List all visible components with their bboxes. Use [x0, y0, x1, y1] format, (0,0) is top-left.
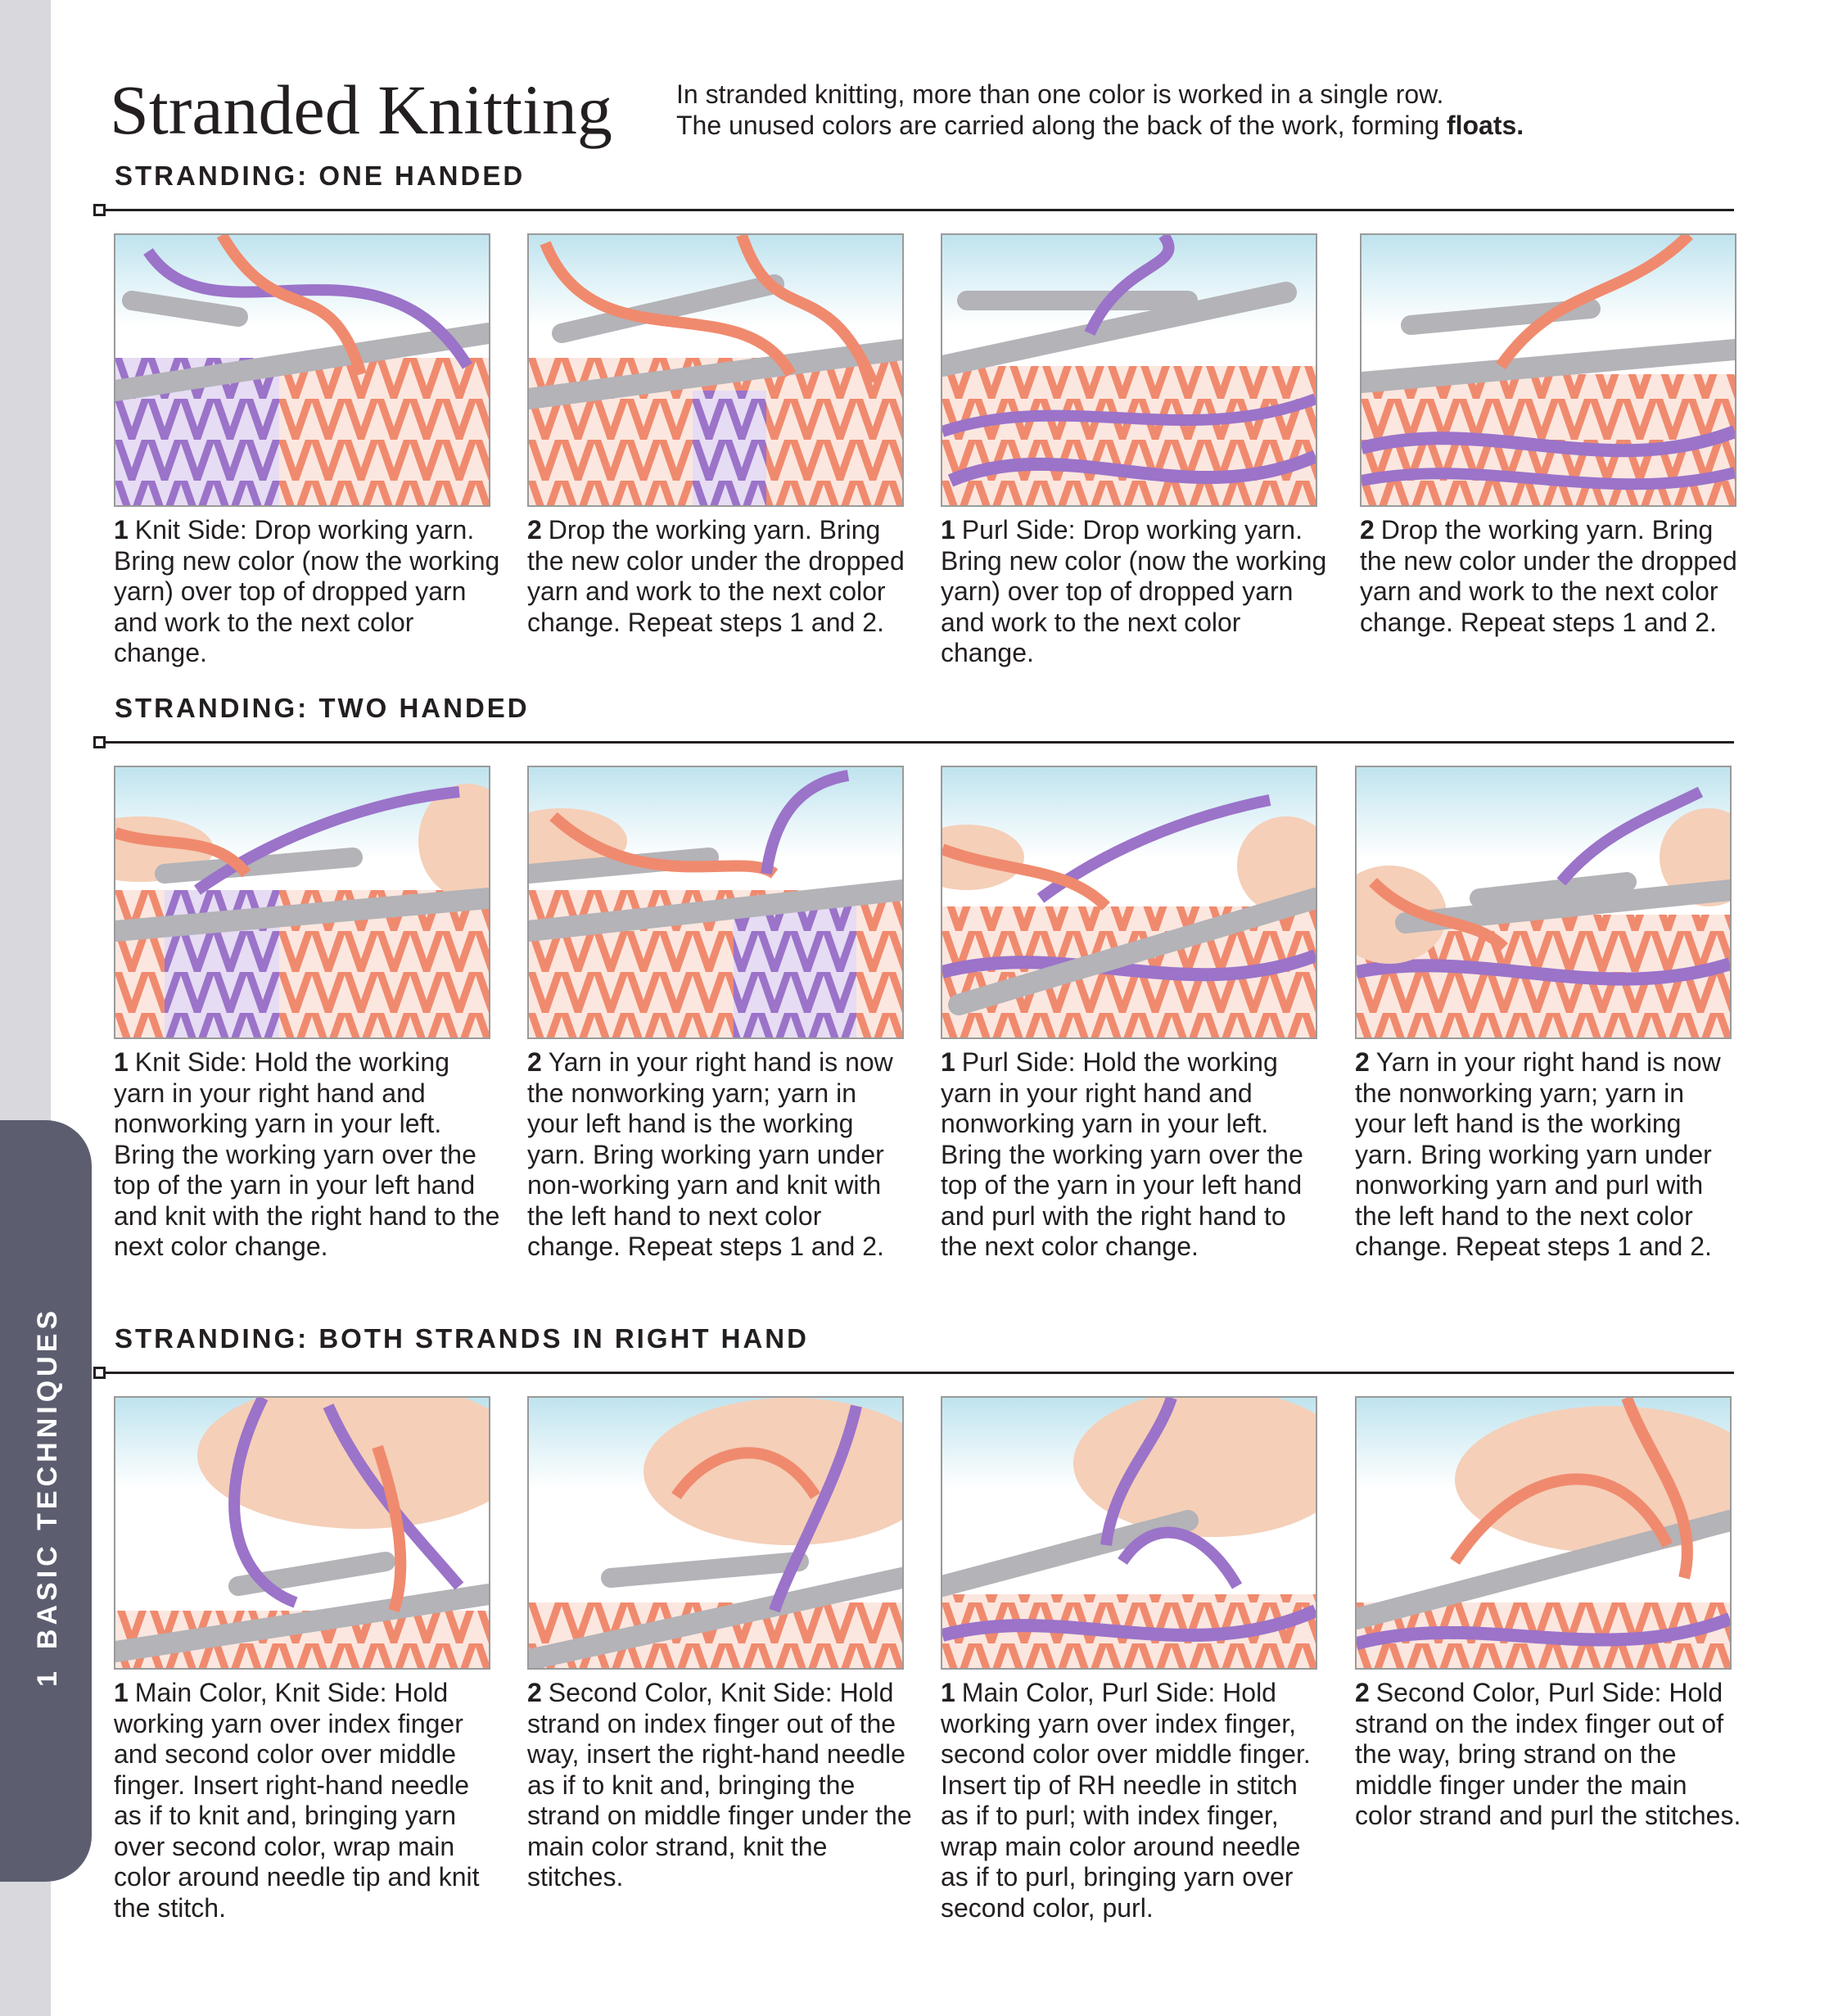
stranding-knit-side-sketch: [115, 235, 489, 505]
knitting-illustration: [527, 766, 904, 1039]
knitting-illustration: [114, 766, 490, 1039]
step-panel: [527, 233, 904, 638]
knitting-illustration: [941, 766, 1317, 1039]
step-text: Main Color, Knit Side: Hold working yarn over index finger and second color over middle finger. Insert right-hand needle as if to knit and, bringing yarn over second color, wrap main color around needle tip and knit the stitch.: [114, 1678, 480, 1923]
step-caption: [941, 515, 1327, 669]
step-caption: [1355, 1678, 1741, 1832]
knitting-illustration: [941, 233, 1317, 507]
intro-text: [676, 79, 1741, 141]
step-panel: [941, 233, 1327, 669]
step-text: Main Color, Purl Side: Hold working yarn over index finger, second color over middle finger. Insert tip of RH needle in stitch as if to purl; with index finger, wrap main color around needle as if to purl, bringing yarn over second color, purl.: [941, 1678, 1311, 1923]
step-caption: [114, 1047, 500, 1263]
both-strands-knit-side-sketch: [529, 1398, 902, 1668]
two-handed-purl-side-sketch: [1357, 767, 1730, 1037]
both-strands-knit-side-sketch: [115, 1398, 489, 1668]
step-number: 2: [527, 1047, 542, 1077]
intro-line-2-text: The unused colors are carried along the back of the work, forming: [676, 111, 1447, 140]
step-number: 1: [114, 515, 129, 545]
chapter-number: 1: [32, 1667, 63, 1687]
stranding-knit-side-sketch: [529, 235, 902, 505]
chapter-name: BASIC TECHNIQUES: [32, 1306, 63, 1650]
step-text: Yarn in your right hand is now the nonworking yarn; yarn in your left hand is the working yarn. Bring working yarn under nonworking yarn and purl with the left hand to the next color change. Repeat steps 1 and 2.: [1355, 1047, 1721, 1261]
knitting-illustration: [1360, 233, 1736, 507]
step-number: 1: [941, 515, 955, 545]
step-number: 1: [114, 1047, 129, 1077]
step-panel: [527, 1396, 912, 1893]
intro-line-1: In stranded knitting, more than one color is worked in a single row.: [676, 79, 1444, 109]
step-panel: [114, 1396, 490, 1923]
step-panel: [1355, 766, 1732, 1263]
step-panel: [941, 1396, 1317, 1923]
step-number: 2: [1355, 1678, 1370, 1707]
step-number: 1: [941, 1678, 955, 1707]
page-title: Stranded Knitting: [110, 70, 612, 149]
section-title-both-strands-right-hand: STRANDING: BOTH STRANDS IN RIGHT HAND: [115, 1323, 809, 1354]
step-text: Second Color, Knit Side: Hold strand on index finger out of the way, insert the right-hand needle as if to knit and, bringing the strand on middle finger under the main color strand, knit the stitches.: [527, 1678, 912, 1892]
knitting-illustration: [527, 233, 904, 507]
step-caption: [1360, 515, 1746, 638]
section-rule: [100, 741, 1734, 744]
section-title-one-handed: STRANDING: ONE HANDED: [115, 160, 526, 191]
step-caption: [114, 1678, 500, 1923]
step-number: 2: [527, 515, 542, 545]
step-caption: [527, 1678, 914, 1893]
step-panel: [941, 766, 1317, 1263]
step-caption: [1355, 1047, 1741, 1263]
knitting-illustration: [114, 1396, 490, 1670]
step-text: Yarn in your right hand is now the nonworking yarn; yarn in your left hand is the working yarn. Bring working yarn under non-working yarn and knit with the left hand to next color change. Repeat steps 1 and 2.: [527, 1047, 893, 1261]
chapter-tab-label: [26, 1306, 69, 1687]
section-rule: [100, 1372, 1734, 1374]
both-strands-purl-side-sketch: [1357, 1398, 1730, 1668]
step-number: 2: [527, 1678, 542, 1707]
knitting-illustration: [1355, 1396, 1732, 1670]
step-panel: [1360, 233, 1736, 638]
step-panel: [527, 766, 904, 1263]
step-caption: [527, 1047, 914, 1263]
section-title-two-handed: STRANDING: TWO HANDED: [115, 693, 530, 723]
two-handed-knit-side-sketch: [115, 767, 489, 1037]
step-caption: [527, 515, 914, 638]
step-text: Purl Side: Drop working yarn. Bring new color (now the working yarn) over top of dropped yarn and work to the next color change.: [941, 515, 1327, 667]
step-caption: [114, 515, 500, 669]
both-strands-purl-side-sketch: [942, 1398, 1316, 1668]
knitting-illustration: [941, 1396, 1317, 1670]
section-rule: [100, 209, 1734, 211]
step-number: 2: [1360, 515, 1375, 545]
knitting-illustration: [527, 1396, 904, 1670]
intro-floats-term: floats.: [1446, 111, 1524, 140]
two-handed-purl-side-sketch: [942, 767, 1316, 1037]
step-text: Second Color, Purl Side: Hold strand on the index finger out of the way, bring strand on the middle finger under the main color strand and purl the stitches.: [1355, 1678, 1741, 1830]
stranding-purl-side-sketch: [942, 235, 1316, 505]
knitting-illustration: [1355, 766, 1732, 1039]
step-number: 1: [114, 1678, 129, 1707]
step-text: Purl Side: Hold the working yarn in your right hand and nonworking yarn in your left. Bring the working yarn over the top of the yarn in your left hand and purl with the right hand to the next color change.: [941, 1047, 1303, 1261]
step-text: Drop the working yarn. Bring the new color under the dropped yarn and work to the next color change. Repeat steps 1 and 2.: [527, 515, 905, 637]
step-caption: [941, 1047, 1327, 1263]
step-text: Knit Side: Drop working yarn. Bring new color (now the working yarn) over top of dropped yarn and work to the next color change.: [114, 515, 500, 667]
stranding-purl-side-sketch: [1362, 235, 1735, 505]
step-panel: [114, 233, 500, 669]
step-panel: [114, 766, 500, 1263]
step-number: 1: [941, 1047, 955, 1077]
intro-line-2: [676, 110, 1741, 141]
step-caption: [941, 1678, 1327, 1923]
step-text: Drop the working yarn. Bring the new color under the dropped yarn and work to the next color change. Repeat steps 1 and 2.: [1360, 515, 1737, 637]
step-number: 2: [1355, 1047, 1370, 1077]
knitting-illustration: [114, 233, 490, 507]
step-text: Knit Side: Hold the working yarn in your right hand and nonworking yarn in your left. Bring the working yarn over the top of the yarn in your left hand and knit with the right hand to the next color change.: [114, 1047, 500, 1261]
step-panel: [1355, 1396, 1741, 1832]
two-handed-knit-side-sketch: [529, 767, 902, 1037]
